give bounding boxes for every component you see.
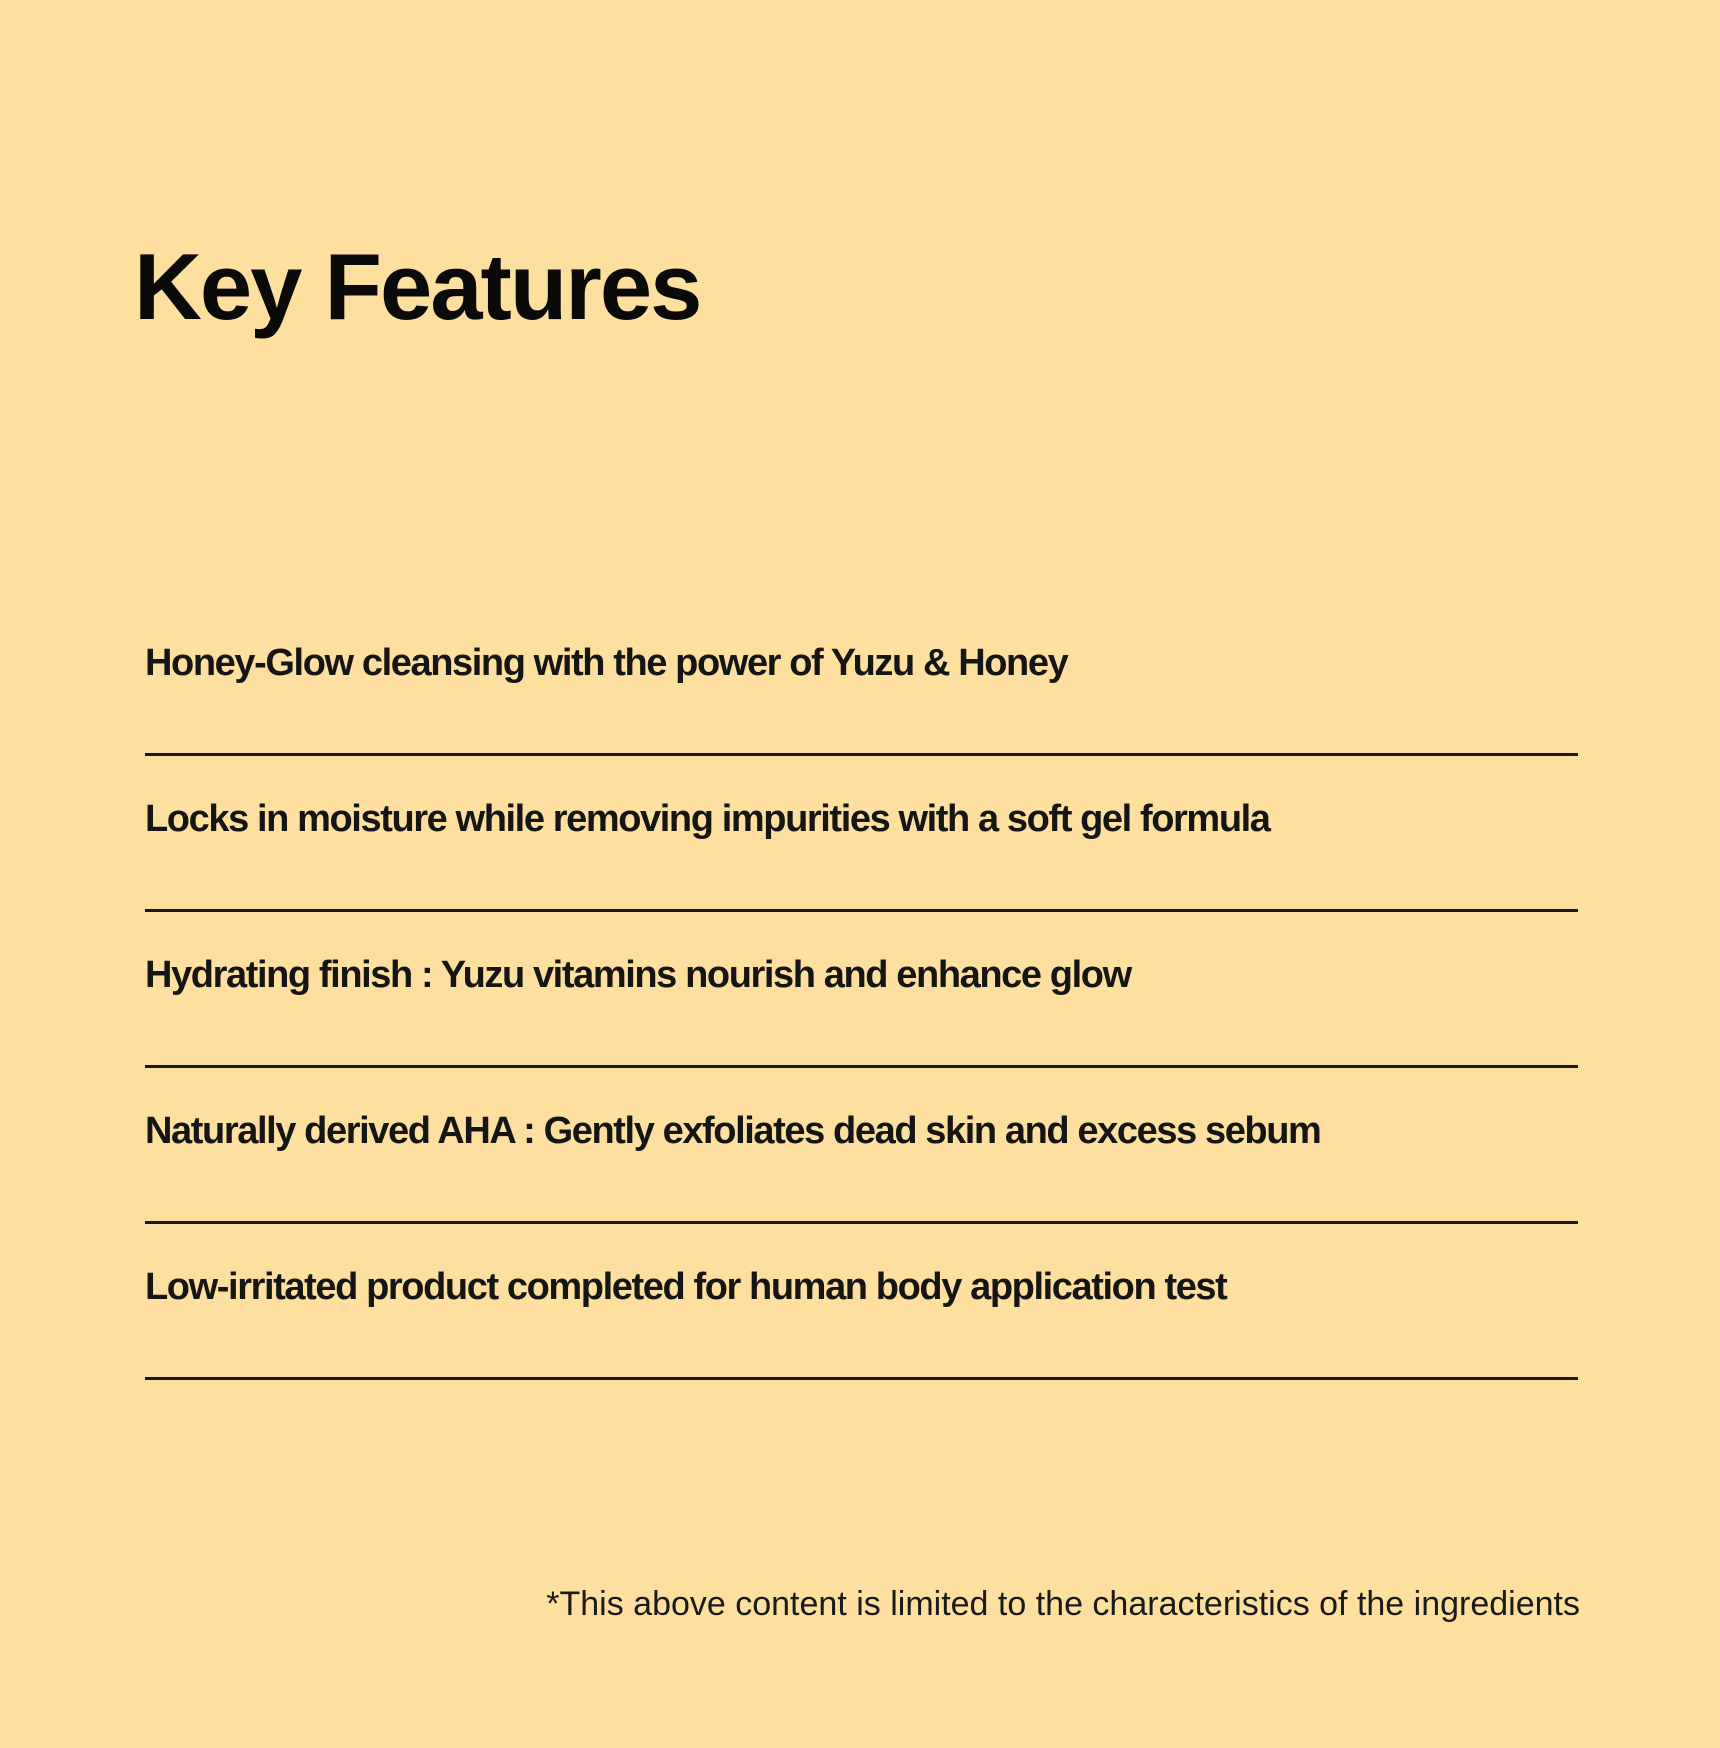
feature-text: Locks in moisture while removing impurities with a soft gel formula: [145, 798, 1270, 840]
feature-list: [145, 600, 1578, 1380]
feature-text: Hydrating finish : Yuzu vitamins nourish and enhance glow: [145, 954, 1131, 996]
feature-text: Naturally derived AHA : Gently exfoliates dead skin and excess sebum: [145, 1110, 1321, 1152]
feature-item: [145, 600, 1578, 756]
feature-text: Low-irritated product completed for human body application test: [145, 1266, 1227, 1308]
feature-text: Honey-Glow cleansing with the power of Yuzu & Honey: [145, 642, 1068, 684]
disclaimer-note: *This above content is limited to the characteristics of the ingredients: [546, 1585, 1580, 1623]
feature-item: [145, 756, 1578, 912]
feature-item: [145, 1224, 1578, 1380]
feature-item: [145, 912, 1578, 1068]
feature-item: [145, 1068, 1578, 1224]
page-title: Key Features: [134, 234, 701, 339]
